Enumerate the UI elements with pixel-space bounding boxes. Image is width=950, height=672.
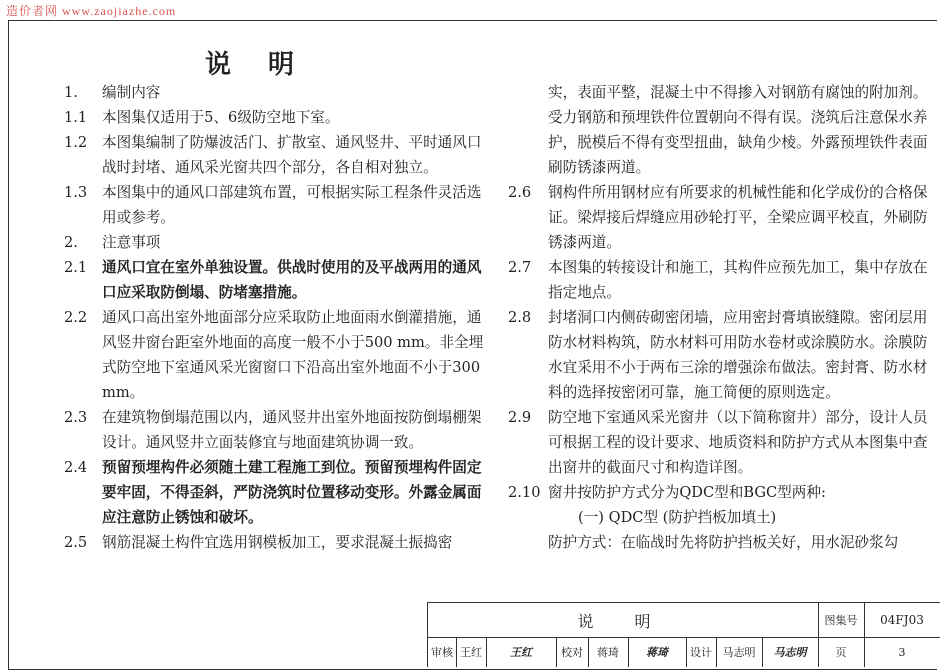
clause-text: 注意事项 bbox=[102, 234, 161, 251]
clause-number: 1.3 bbox=[64, 184, 88, 201]
clause-number: 2.10 bbox=[508, 484, 541, 501]
review-signature: 王红 bbox=[510, 646, 532, 659]
clause-number: 1.2 bbox=[64, 134, 88, 151]
page-label: 页 bbox=[835, 646, 847, 659]
clause-number: 2.8 bbox=[508, 309, 532, 326]
watermark: 造价者网 www.zaojiazhe.com bbox=[6, 4, 177, 18]
clause-number: 2.3 bbox=[64, 409, 88, 426]
clause-item bbox=[64, 530, 484, 555]
clause-item bbox=[64, 305, 484, 405]
clause-text: 通风口宜在室外单独设置。供战时使用的及平战两用的通风口应采取防倒塌、防堵塞措施。 bbox=[102, 259, 482, 301]
clause-text: 防护方式：在临战时先将防护挡板关好，用水泥砂浆勾 bbox=[548, 534, 899, 551]
clause-item bbox=[64, 405, 484, 455]
clause-number: 2.7 bbox=[508, 259, 532, 276]
clause-number: 2.9 bbox=[508, 409, 532, 426]
clause-number: 2. bbox=[64, 234, 78, 251]
clause-item bbox=[64, 80, 484, 105]
clause-number: 1.1 bbox=[64, 109, 88, 126]
clause-number: 2.5 bbox=[64, 534, 88, 551]
title-block-title: 说 明 bbox=[577, 611, 669, 631]
clause-text: 实，表面平整，混凝土中不得掺入对钢筋有腐蚀的附加剂。受力钢筋和预埋铁件位置朝向不得有误。浇筑后注意保水养护，脱模后不得有变型扭曲，缺角少棱。外露预埋铁件表面刷防锈漆两道。 bbox=[548, 84, 928, 176]
review-label: 审核 bbox=[431, 646, 453, 659]
clause-text: 本图集中的通风口部建筑布置，可根据实际工程条件灵活选用或参考。 bbox=[102, 184, 482, 226]
clause-text: 本图集的转接设计和施工，其构件应预先加工，集中存放在指定地点。 bbox=[548, 259, 928, 301]
design-label: 设计 bbox=[690, 646, 712, 659]
clause-item bbox=[508, 505, 928, 530]
clause-text: 钢筋混凝土构件宜选用钢模板加工，要求混凝土振捣密 bbox=[102, 534, 453, 551]
design-signature: 马志明 bbox=[773, 646, 807, 659]
page-title: 说 明 bbox=[205, 50, 309, 80]
page-number: 3 bbox=[898, 645, 906, 659]
atlas-number: 04FJ03 bbox=[880, 613, 924, 627]
check-label: 校对 bbox=[561, 646, 583, 659]
design-name: 马志明 bbox=[722, 646, 756, 659]
check-signature: 蒋琦 bbox=[646, 646, 668, 659]
clause-text: 防空地下室通风采光窗井（以下简称窗井）部分，设计人员可根据工程的设计要求、地质资料和防护方式从本图集中查出窗井的截面尺寸和构造详图。 bbox=[548, 409, 928, 476]
clause-item bbox=[508, 80, 928, 180]
left-column bbox=[64, 80, 484, 555]
clause-text: 封堵洞口内侧砖砌密闭墙，应用密封膏填嵌缝隙。密闭层用防水材料构筑，防水材料可用防水卷材或涂膜防水。涂膜防水宜采用不小于两布三涂的增强涂布做法。密封膏、防水材料的选择按密闭可靠，施工简便的原则选定。 bbox=[548, 309, 928, 401]
clause-item bbox=[508, 180, 928, 255]
clause-item bbox=[508, 530, 928, 555]
clause-item bbox=[64, 230, 484, 255]
clause-item bbox=[508, 305, 928, 405]
clause-number: 2.2 bbox=[64, 309, 88, 326]
review-name: 王红 bbox=[460, 646, 482, 659]
clause-number: 1. bbox=[64, 84, 78, 101]
clause-item bbox=[508, 480, 928, 505]
clause-item bbox=[64, 255, 484, 305]
check-name: 蒋琦 bbox=[597, 646, 619, 659]
clause-item bbox=[508, 255, 928, 305]
clause-item bbox=[64, 455, 484, 530]
clause-item bbox=[508, 405, 928, 480]
clause-text: 通风口高出室外地面部分应采取防止地面雨水倒灌措施，通风竖井窗台距室外地面的高度一般不小于500 mm。非全埋式防空地下室通风采光窗窗口下沿高出室外地面不小于300 mm。 bbox=[102, 309, 484, 401]
clause-text: 钢构件所用钢材应有所要求的机械性能和化学成份的合格保证。梁焊接后焊缝应用砂轮打平，全梁应调平校直，外刷防锈漆两道。 bbox=[548, 184, 928, 251]
right-column bbox=[508, 80, 928, 555]
clause-number: 2.6 bbox=[508, 184, 532, 201]
clause-text: 在建筑物倒塌范围以内，通风竖井出室外地面按防倒塌棚架设计。通风竖井立面装修宜与地面建筑协调一致。 bbox=[102, 409, 482, 451]
clause-text: 本图集编制了防爆波活门、扩散室、通风竖井、平时通风口战时封堵、通风采光窗共四个部分，各自相对独立。 bbox=[102, 134, 482, 176]
clause-number: 2.1 bbox=[64, 259, 88, 276]
clause-text: (一) QDC型 (防护挡板加填土) bbox=[578, 509, 777, 526]
clause-number: 2.4 bbox=[64, 459, 88, 476]
clause-text: 编制内容 bbox=[102, 84, 161, 101]
atlas-label: 图集号 bbox=[824, 614, 858, 627]
clause-item bbox=[64, 180, 484, 230]
clause-text: 本图集仅适用于5、6级防空地下室。 bbox=[102, 109, 340, 126]
clause-item bbox=[64, 105, 484, 130]
clause-item bbox=[64, 130, 484, 180]
clause-text: 预留预埋构件必须随土建工程施工到位。预留预埋构件固定要牢固，不得歪斜，严防浇筑时位置移动变形。外露金属面应注意防止锈蚀和破坏。 bbox=[102, 459, 482, 526]
clause-text: 窗井按防护方式分为QDC型和BGC型两种: bbox=[548, 484, 826, 501]
title-block bbox=[427, 602, 940, 667]
